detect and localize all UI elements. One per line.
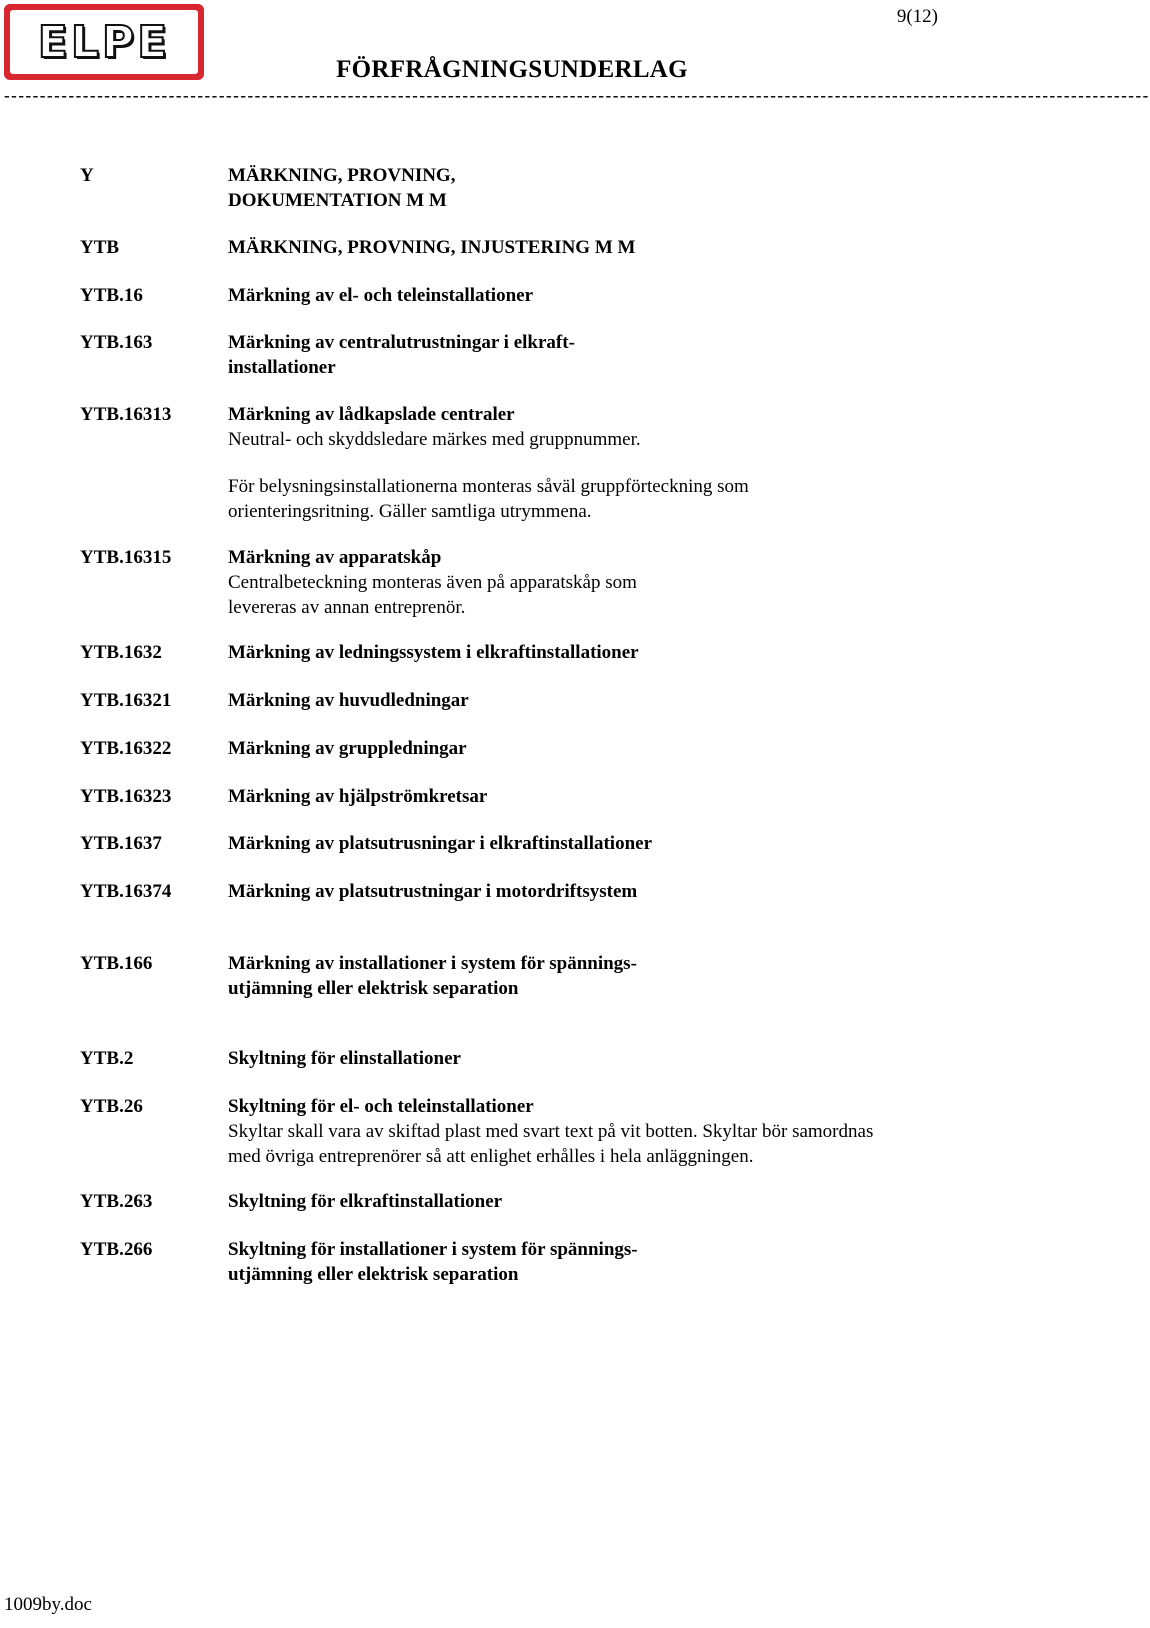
section-heading: Märkning av apparatskåp [228,547,442,568]
section-text [228,235,948,260]
section-body: För belysningsinstallationerna monteras såväl gruppförteckning som [228,476,749,497]
section-heading: installationer [228,357,336,378]
section-code: YTB.26 [80,1096,143,1117]
section-text [228,1189,948,1214]
section-code: YTB.1637 [80,833,162,854]
section-heading: Märkning av centralutrustningar i elkraft- [228,332,575,353]
section-body: Neutral- och skyddsledare märkes med gruppnummer. [228,429,641,450]
section-text [228,688,948,713]
section-code: YTB.16374 [80,881,172,902]
section-heading: Märkning av installationer i system för spännings- [228,953,637,974]
section-text [228,784,948,809]
document-title: FÖRFRÅGNINGSUNDERLAG [336,56,688,83]
section-text [228,1237,948,1287]
section-heading: Märkning av huvudledningar [228,690,469,711]
section-text [228,330,948,380]
section-text [228,879,948,904]
section-heading: Märkning av el- och teleinstallationer [228,285,534,306]
section-heading: Märkning av hjälpströmkretsar [228,786,488,807]
footer-filename: 1009by.doc [4,1594,92,1615]
section-code: YTB.2 [80,1048,134,1069]
logo-text: ELPE [37,16,171,68]
section-text [228,951,948,1001]
section-body: Centralbeteckning monteras även på apparatskåp som [228,572,637,593]
section-code: YTB.16321 [80,690,172,711]
section-text [228,402,948,452]
section-code: YTB.263 [80,1191,153,1212]
section-body: med övriga entreprenörer så att enlighet erhålles i hela anläggningen. [228,1146,754,1167]
section-code: YTB.166 [80,953,153,974]
section-text [228,1094,948,1169]
section-heading: Skyltning för elinstallationer [228,1048,461,1069]
section-code: YTB.163 [80,332,153,353]
section-heading: Märkning av ledningssystem i elkraftinstallationer [228,642,639,663]
section-code: YTB.16313 [80,404,172,425]
section-heading: MÄRKNING, PROVNING, INJUSTERING M M [228,237,636,258]
section-text [228,736,948,761]
section-heading: DOKUMENTATION M M [228,190,447,211]
section-heading: Skyltning för installationer i system för spännings- [228,1239,638,1260]
page-number: 9(12) [896,6,938,27]
section-heading: Märkning av lådkapslade centraler [228,404,515,425]
section-heading: Märkning av platsutrusningar i elkraftinstallationer [228,833,653,854]
section-heading: Skyltning för el- och teleinstallationer [228,1096,534,1117]
section-code: YTB.1632 [80,642,162,663]
section-text [228,474,948,524]
section-body: levereras av annan entreprenör. [228,597,466,618]
header-divider: ---------------------------------------------------------------------------------------------------------------------------------------------------------------- [4,86,1150,105]
section-heading: Märkning av platsutrustningar i motordriftsystem [228,881,638,902]
section-text [228,831,948,856]
section-code: Y [80,165,94,186]
section-heading: Märkning av gruppledningar [228,738,467,759]
section-text [228,1046,948,1071]
section-code: YTB.266 [80,1239,153,1260]
section-heading: utjämning eller elektrisk separation [228,978,519,999]
section-text [228,283,948,308]
section-body: Skyltar skall vara av skiftad plast med svart text på vit botten. Skyltar bör samordnas [228,1121,874,1142]
section-code: YTB.16322 [80,738,172,759]
section-code: YTB.16315 [80,547,172,568]
section-heading: MÄRKNING, PROVNING, [228,165,456,186]
section-heading: utjämning eller elektrisk separation [228,1264,519,1285]
section-code: YTB.16323 [80,786,172,807]
section-code: YTB [80,237,120,258]
section-heading: Skyltning för elkraftinstallationer [228,1191,503,1212]
section-text [228,640,948,665]
section-text [228,163,948,213]
section-code: YTB.16 [80,285,143,306]
section-body: orienteringsritning. Gäller samtliga utrymmena. [228,501,592,522]
section-text [228,545,948,620]
